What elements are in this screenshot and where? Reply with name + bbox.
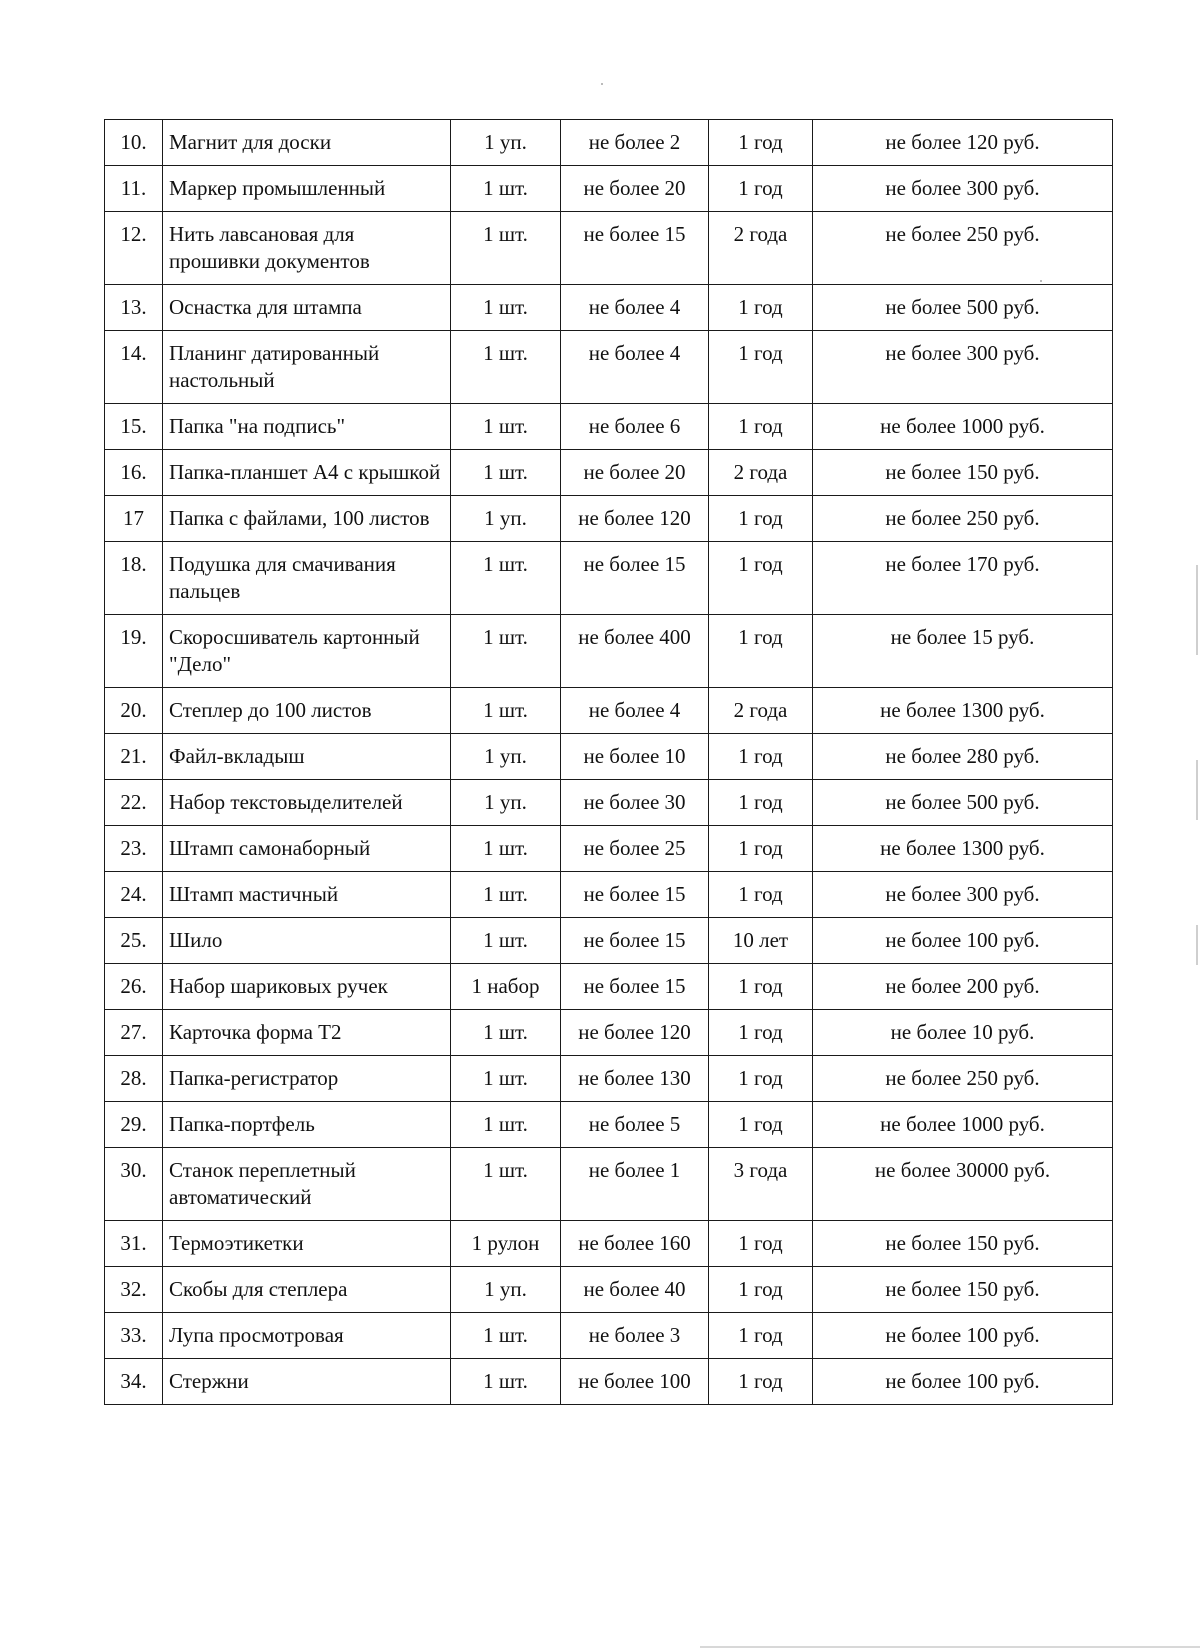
item-quantity: не более 15 (561, 918, 709, 964)
row-number: 17 (105, 496, 163, 542)
table-row (105, 542, 1113, 615)
item-price: не более 250 руб. (813, 1056, 1113, 1102)
item-name: Шило (163, 918, 451, 964)
row-number: 22. (105, 780, 163, 826)
item-quantity: не более 25 (561, 826, 709, 872)
item-quantity: не более 4 (561, 688, 709, 734)
item-quantity: не более 400 (561, 615, 709, 688)
table-row (105, 1102, 1113, 1148)
item-price: не более 250 руб. (813, 212, 1113, 285)
item-quantity: не более 40 (561, 1267, 709, 1313)
item-name: Папка-портфель (163, 1102, 451, 1148)
row-number: 12. (105, 212, 163, 285)
item-unit: 1 шт. (451, 872, 561, 918)
item-quantity: не более 160 (561, 1221, 709, 1267)
item-term: 10 лет (709, 918, 813, 964)
item-name: Набор шариковых ручек (163, 964, 451, 1010)
item-price: не более 1000 руб. (813, 1102, 1113, 1148)
row-number: 24. (105, 872, 163, 918)
item-price: не более 100 руб. (813, 1359, 1113, 1405)
item-price: не более 300 руб. (813, 331, 1113, 404)
table-row (105, 1267, 1113, 1313)
item-price: не более 100 руб. (813, 1313, 1113, 1359)
row-number: 34. (105, 1359, 163, 1405)
item-term: 2 года (709, 212, 813, 285)
item-unit: 1 уп. (451, 496, 561, 542)
item-name: Оснастка для штампа (163, 285, 451, 331)
item-quantity: не более 20 (561, 166, 709, 212)
item-term: 1 год (709, 404, 813, 450)
item-unit: 1 шт. (451, 450, 561, 496)
item-name: Степлер до 100 листов (163, 688, 451, 734)
item-name: Папка-планшет А4 с крышкой (163, 450, 451, 496)
item-term: 1 год (709, 285, 813, 331)
item-name: Маркер промышленный (163, 166, 451, 212)
table-row (105, 918, 1113, 964)
table-row (105, 872, 1113, 918)
item-price: не более 500 руб. (813, 285, 1113, 331)
item-name: Станок переплетный автоматический (163, 1148, 451, 1221)
row-number: 18. (105, 542, 163, 615)
item-term: 1 год (709, 1102, 813, 1148)
table-row (105, 1148, 1113, 1221)
item-quantity: не более 30 (561, 780, 709, 826)
item-term: 1 год (709, 872, 813, 918)
table-row (105, 166, 1113, 212)
row-number: 31. (105, 1221, 163, 1267)
table-row (105, 1010, 1113, 1056)
item-quantity: не более 15 (561, 964, 709, 1010)
item-name: Подушка для смачивания пальцев (163, 542, 451, 615)
item-unit: 1 уп. (451, 1267, 561, 1313)
item-price: не более 170 руб. (813, 542, 1113, 615)
item-price: не более 300 руб. (813, 166, 1113, 212)
table-row (105, 734, 1113, 780)
item-price: не более 200 руб. (813, 964, 1113, 1010)
item-unit: 1 шт. (451, 826, 561, 872)
item-term: 1 год (709, 615, 813, 688)
item-term: 1 год (709, 964, 813, 1010)
scan-speck (601, 83, 603, 85)
row-number: 32. (105, 1267, 163, 1313)
table-row (105, 404, 1113, 450)
item-quantity: не более 15 (561, 212, 709, 285)
item-name: Скоросшиватель картонный "Дело" (163, 615, 451, 688)
row-number: 10. (105, 120, 163, 166)
item-name: Файл-вкладыш (163, 734, 451, 780)
item-price: не более 150 руб. (813, 1267, 1113, 1313)
item-unit: 1 шт. (451, 615, 561, 688)
item-price: не более 1000 руб. (813, 404, 1113, 450)
row-number: 14. (105, 331, 163, 404)
item-name: Магнит для доски (163, 120, 451, 166)
scan-edge-mark (1196, 565, 1198, 655)
item-term: 1 год (709, 1359, 813, 1405)
row-number: 13. (105, 285, 163, 331)
row-number: 21. (105, 734, 163, 780)
table-row (105, 285, 1113, 331)
item-price: не более 10 руб. (813, 1010, 1113, 1056)
item-term: 1 год (709, 120, 813, 166)
item-name: Штамп мастичный (163, 872, 451, 918)
item-unit: 1 шт. (451, 1359, 561, 1405)
item-term: 2 года (709, 450, 813, 496)
item-unit: 1 шт. (451, 688, 561, 734)
table-row (105, 1056, 1113, 1102)
item-term: 1 год (709, 780, 813, 826)
item-name: Карточка форма Т2 (163, 1010, 451, 1056)
item-term: 1 год (709, 1313, 813, 1359)
row-number: 19. (105, 615, 163, 688)
item-name: Стержни (163, 1359, 451, 1405)
item-term: 2 года (709, 688, 813, 734)
item-quantity: не более 5 (561, 1102, 709, 1148)
item-unit: 1 шт. (451, 542, 561, 615)
item-quantity: не более 100 (561, 1359, 709, 1405)
item-name: Папка с файлами, 100 листов (163, 496, 451, 542)
table-row (105, 964, 1113, 1010)
table-row (105, 1359, 1113, 1405)
row-number: 28. (105, 1056, 163, 1102)
item-unit: 1 шт. (451, 1102, 561, 1148)
table-row (105, 496, 1113, 542)
item-name: Планинг датированный настольный (163, 331, 451, 404)
table-row (105, 1221, 1113, 1267)
table-row (105, 1313, 1113, 1359)
item-term: 1 год (709, 734, 813, 780)
item-price: не более 280 руб. (813, 734, 1113, 780)
item-quantity: не более 120 (561, 496, 709, 542)
table-row (105, 615, 1113, 688)
row-number: 20. (105, 688, 163, 734)
item-name: Термоэтикетки (163, 1221, 451, 1267)
item-term: 3 года (709, 1148, 813, 1221)
item-quantity: не более 2 (561, 120, 709, 166)
item-unit: 1 шт. (451, 285, 561, 331)
item-term: 1 год (709, 331, 813, 404)
item-name: Штамп самонаборный (163, 826, 451, 872)
item-unit: 1 шт. (451, 331, 561, 404)
row-number: 30. (105, 1148, 163, 1221)
row-number: 15. (105, 404, 163, 450)
item-quantity: не более 130 (561, 1056, 709, 1102)
item-price: не более 150 руб. (813, 1221, 1113, 1267)
row-number: 27. (105, 1010, 163, 1056)
item-term: 1 год (709, 1010, 813, 1056)
item-term: 1 год (709, 1221, 813, 1267)
supply-table (104, 119, 1113, 1405)
item-quantity: не более 6 (561, 404, 709, 450)
item-name: Папка "на подпись" (163, 404, 451, 450)
table-row (105, 780, 1113, 826)
item-quantity: не более 3 (561, 1313, 709, 1359)
item-unit: 1 шт. (451, 166, 561, 212)
table-row (105, 120, 1113, 166)
item-price: не более 150 руб. (813, 450, 1113, 496)
item-quantity: не более 1 (561, 1148, 709, 1221)
row-number: 11. (105, 166, 163, 212)
item-quantity: не более 4 (561, 331, 709, 404)
item-unit: 1 рулон (451, 1221, 561, 1267)
row-number: 23. (105, 826, 163, 872)
item-unit: 1 шт. (451, 1010, 561, 1056)
item-price: не более 100 руб. (813, 918, 1113, 964)
item-unit: 1 шт. (451, 404, 561, 450)
item-unit: 1 шт. (451, 1148, 561, 1221)
item-quantity: не более 20 (561, 450, 709, 496)
item-price: не более 250 руб. (813, 496, 1113, 542)
item-quantity: не более 4 (561, 285, 709, 331)
row-number: 25. (105, 918, 163, 964)
row-number: 16. (105, 450, 163, 496)
table-row (105, 450, 1113, 496)
item-unit: 1 уп. (451, 120, 561, 166)
item-quantity: не более 15 (561, 872, 709, 918)
item-name: Нить лавсановая для прошивки документов (163, 212, 451, 285)
item-quantity: не более 10 (561, 734, 709, 780)
item-term: 1 год (709, 542, 813, 615)
item-name: Лупа просмотровая (163, 1313, 451, 1359)
item-term: 1 год (709, 496, 813, 542)
table-row (105, 331, 1113, 404)
row-number: 29. (105, 1102, 163, 1148)
item-unit: 1 уп. (451, 780, 561, 826)
item-price: не более 120 руб. (813, 120, 1113, 166)
item-name: Скобы для степлера (163, 1267, 451, 1313)
item-price: не более 300 руб. (813, 872, 1113, 918)
supply-table-body (105, 120, 1113, 1405)
item-price: не более 30000 руб. (813, 1148, 1113, 1221)
row-number: 33. (105, 1313, 163, 1359)
item-quantity: не более 15 (561, 542, 709, 615)
item-term: 1 год (709, 826, 813, 872)
item-unit: 1 набор (451, 964, 561, 1010)
scan-edge-mark (1196, 925, 1198, 965)
table-row (105, 826, 1113, 872)
scan-bottom-edge (700, 1646, 1200, 1648)
item-unit: 1 уп. (451, 734, 561, 780)
item-unit: 1 шт. (451, 212, 561, 285)
item-unit: 1 шт. (451, 1313, 561, 1359)
item-price: не более 1300 руб. (813, 826, 1113, 872)
item-price: не более 500 руб. (813, 780, 1113, 826)
row-number: 26. (105, 964, 163, 1010)
item-unit: 1 шт. (451, 1056, 561, 1102)
scan-edge-mark (1196, 760, 1198, 820)
table-row (105, 212, 1113, 285)
item-term: 1 год (709, 1056, 813, 1102)
item-term: 1 год (709, 166, 813, 212)
item-name: Папка-регистратор (163, 1056, 451, 1102)
item-price: не более 15 руб. (813, 615, 1113, 688)
item-unit: 1 шт. (451, 918, 561, 964)
table-row (105, 688, 1113, 734)
item-price: не более 1300 руб. (813, 688, 1113, 734)
item-name: Набор текстовыделителей (163, 780, 451, 826)
item-term: 1 год (709, 1267, 813, 1313)
item-quantity: не более 120 (561, 1010, 709, 1056)
